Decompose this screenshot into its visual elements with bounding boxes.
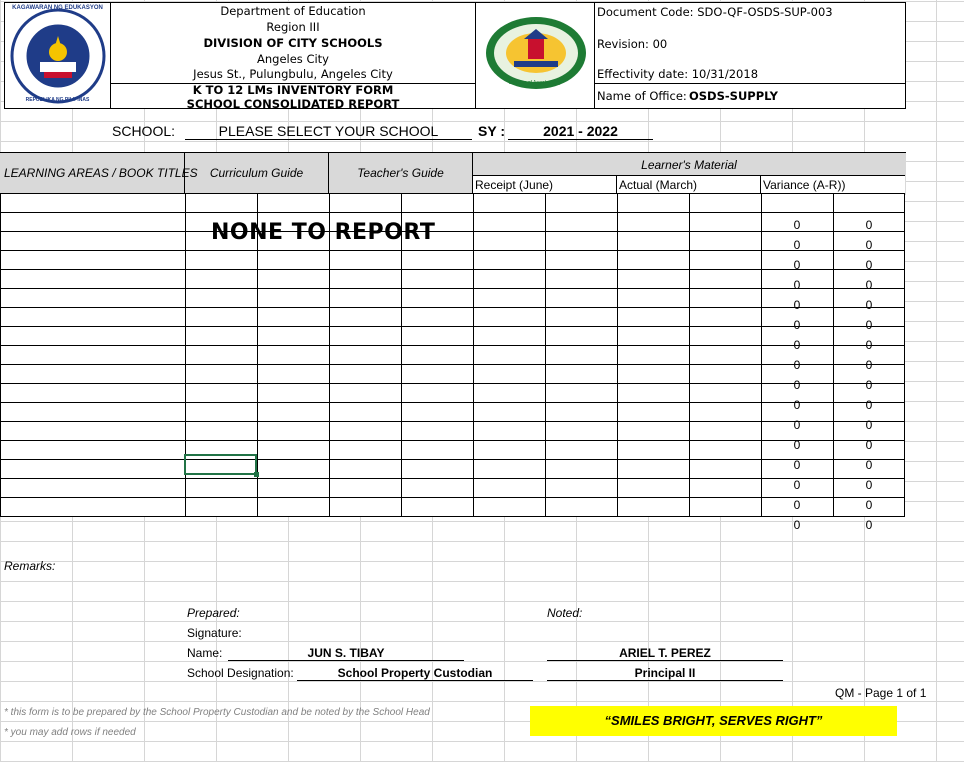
header-curriculum-guide: Curriculum Guide	[209, 166, 304, 180]
variance-value: 0	[793, 218, 801, 232]
table-cell[interactable]	[402, 289, 474, 308]
table-cell[interactable]	[186, 194, 258, 213]
table-cell[interactable]	[690, 384, 762, 403]
variance-value: 0	[793, 318, 801, 332]
variance-value: 0	[793, 458, 801, 472]
table-cell[interactable]	[186, 289, 258, 308]
table-cell[interactable]	[258, 498, 330, 517]
form-subtitle: SCHOOL CONSOLIDATED REPORT	[186, 97, 400, 111]
table-row	[1, 251, 905, 270]
table-cell[interactable]	[402, 460, 474, 479]
inventory-table	[0, 193, 905, 517]
note-2: * you may add rows if needed	[4, 727, 136, 738]
signature-label: Signature:	[187, 626, 242, 640]
table-cell[interactable]	[1, 289, 186, 308]
variance-value: 0	[793, 438, 801, 452]
table-cell[interactable]	[330, 327, 402, 346]
table-cell[interactable]	[474, 251, 546, 270]
table-row	[1, 403, 905, 422]
table-cell[interactable]	[1, 422, 186, 441]
table-cell[interactable]	[186, 422, 258, 441]
header-variance: Variance (A-R))	[763, 178, 846, 192]
division-seal-text: Division of Angeles City	[508, 80, 562, 86]
table-row	[1, 308, 905, 327]
table-cell[interactable]	[258, 194, 330, 213]
variance-value: 0	[793, 518, 801, 532]
variance-value: 0	[865, 378, 873, 392]
org-line-3: DIVISION OF CITY SCHOOLS	[203, 36, 383, 50]
table-cell[interactable]	[186, 346, 258, 365]
table-cell[interactable]	[618, 327, 690, 346]
table-cell[interactable]	[258, 346, 330, 365]
org-line-4: Angeles City	[257, 52, 329, 66]
table-cell[interactable]	[474, 422, 546, 441]
noted-name: ARIEL T. PEREZ	[547, 646, 783, 661]
table-cell[interactable]	[690, 403, 762, 422]
variance-value: 0	[865, 498, 873, 512]
selected-cell[interactable]	[184, 454, 257, 475]
table-cell[interactable]	[1, 327, 186, 346]
table-cell[interactable]	[402, 498, 474, 517]
table-cell[interactable]	[618, 346, 690, 365]
table-cell[interactable]	[1, 498, 186, 517]
table-cell[interactable]	[546, 498, 618, 517]
table-cell[interactable]	[330, 384, 402, 403]
table-cell[interactable]	[618, 289, 690, 308]
org-line-5: Jesus St., Pulungbulu, Angeles City	[193, 67, 393, 81]
table-cell[interactable]	[690, 346, 762, 365]
deped-seal-bottom-text: REPUBLIKA NG PILIPINAS	[25, 97, 90, 103]
table-cell[interactable]	[1, 403, 186, 422]
table-cell[interactable]	[474, 232, 546, 251]
table-cell[interactable]	[690, 194, 762, 213]
table-row	[1, 213, 905, 232]
table-cell[interactable]	[330, 194, 402, 213]
table-cell[interactable]	[690, 479, 762, 498]
table-cell[interactable]	[402, 346, 474, 365]
school-label: SCHOOL:	[112, 123, 176, 139]
table-cell[interactable]	[618, 403, 690, 422]
variance-value: 0	[793, 338, 801, 352]
table-cell[interactable]	[186, 308, 258, 327]
table-cell[interactable]	[546, 479, 618, 498]
table-cell[interactable]	[690, 460, 762, 479]
table-cell[interactable]	[474, 365, 546, 384]
table-cell[interactable]	[690, 498, 762, 517]
deped-seal-icon	[8, 6, 108, 106]
table-cell[interactable]	[330, 460, 402, 479]
table-cell[interactable]	[1, 308, 186, 327]
table-cell[interactable]	[186, 403, 258, 422]
table-cell[interactable]	[618, 441, 690, 460]
table-row	[1, 327, 905, 346]
table-cell[interactable]	[258, 403, 330, 422]
remarks-label: Remarks:	[4, 559, 56, 573]
variance-value: 0	[793, 358, 801, 372]
office-value: OSDS-SUPPLY	[689, 89, 779, 103]
table-cell[interactable]	[690, 213, 762, 232]
designation-label: School Designation:	[187, 666, 294, 680]
noted-designation: Principal II	[547, 666, 783, 681]
table-cell[interactable]	[186, 327, 258, 346]
variance-value: 0	[865, 438, 873, 452]
table-row	[1, 441, 905, 460]
table-cell[interactable]	[1, 251, 186, 270]
table-cell[interactable]	[618, 213, 690, 232]
school-select[interactable]: PLEASE SELECT YOUR SCHOOL	[185, 123, 472, 140]
table-cell[interactable]	[546, 194, 618, 213]
table-cell[interactable]	[1, 384, 186, 403]
table-cell[interactable]	[258, 384, 330, 403]
table-cell[interactable]	[402, 194, 474, 213]
table-cell[interactable]	[474, 289, 546, 308]
table-cell[interactable]	[1, 194, 186, 213]
header-teachers-guide: Teacher's Guide	[357, 166, 444, 180]
table-cell[interactable]	[258, 289, 330, 308]
form-title: K TO 12 LMs INVENTORY FORM	[192, 83, 394, 97]
variance-value: 0	[865, 338, 873, 352]
table-cell[interactable]	[1, 365, 186, 384]
header-learning-areas: LEARNING AREAS / BOOK TITLES	[4, 166, 198, 180]
table-cell[interactable]	[258, 327, 330, 346]
variance-value: 0	[865, 278, 873, 292]
table-cell[interactable]	[330, 289, 402, 308]
table-cell[interactable]	[186, 365, 258, 384]
table-cell[interactable]	[402, 308, 474, 327]
table-cell[interactable]	[186, 498, 258, 517]
variance-value: 0	[793, 258, 801, 272]
table-cell[interactable]	[330, 308, 402, 327]
header-center	[110, 2, 476, 109]
table-row	[1, 365, 905, 384]
variance-value: 0	[865, 238, 873, 252]
header-learners-material: Learner's Material	[641, 158, 737, 172]
effectivity-date: Effectivity date: 10/31/2018	[597, 67, 759, 81]
table-cell[interactable]	[258, 460, 330, 479]
table-cell[interactable]	[330, 479, 402, 498]
variance-value: 0	[865, 478, 873, 492]
table-cell[interactable]	[258, 441, 330, 460]
table-cell[interactable]	[474, 270, 546, 289]
prepared-name: JUN S. TIBAY	[228, 646, 464, 661]
table-cell[interactable]	[618, 251, 690, 270]
variance-value: 0	[793, 498, 801, 512]
motto-text: “SMILES BRIGHT, SERVES RIGHT”	[604, 713, 823, 728]
table-cell[interactable]	[402, 441, 474, 460]
table-cell[interactable]	[258, 365, 330, 384]
variance-value: 0	[865, 298, 873, 312]
note-1: * this form is to be prepared by the School Property Custodian and be noted by the School Head	[4, 707, 430, 718]
sy-value[interactable]: 2021 - 2022	[508, 123, 653, 140]
table-cell[interactable]	[402, 403, 474, 422]
table-cell[interactable]	[618, 498, 690, 517]
table-cell[interactable]	[330, 270, 402, 289]
table-cell[interactable]	[546, 232, 618, 251]
table-cell[interactable]	[546, 289, 618, 308]
table-cell[interactable]	[402, 479, 474, 498]
table-row	[1, 498, 905, 517]
table-cell[interactable]	[618, 232, 690, 251]
table-cell[interactable]	[618, 479, 690, 498]
table-cell[interactable]	[546, 213, 618, 232]
table-cell[interactable]	[546, 308, 618, 327]
logo-cell-right	[475, 2, 595, 109]
name-label: Name:	[187, 646, 223, 660]
table-cell[interactable]	[258, 308, 330, 327]
fill-handle[interactable]	[254, 472, 259, 477]
table-cell[interactable]	[330, 441, 402, 460]
table-cell[interactable]	[330, 346, 402, 365]
variance-value: 0	[865, 358, 873, 372]
table-cell[interactable]	[474, 441, 546, 460]
table-row	[1, 479, 905, 498]
table-cell[interactable]	[690, 251, 762, 270]
table-cell[interactable]	[690, 308, 762, 327]
table-cell[interactable]	[258, 479, 330, 498]
table-cell[interactable]	[330, 403, 402, 422]
table-cell[interactable]	[474, 479, 546, 498]
table-cell[interactable]	[546, 327, 618, 346]
variance-value: 0	[865, 398, 873, 412]
variance-value: 0	[865, 258, 873, 272]
table-cell[interactable]	[402, 384, 474, 403]
table-cell[interactable]	[546, 384, 618, 403]
table-cell[interactable]	[618, 308, 690, 327]
table-cell[interactable]	[618, 270, 690, 289]
office-label: Name of Office:	[597, 89, 687, 103]
table-cell[interactable]	[474, 308, 546, 327]
table-cell[interactable]	[762, 194, 834, 213]
variance-value: 0	[793, 478, 801, 492]
table-cell[interactable]	[1, 460, 186, 479]
table-cell[interactable]	[330, 365, 402, 384]
variance-value: 0	[865, 458, 873, 472]
table-cell[interactable]	[186, 384, 258, 403]
table-row	[1, 422, 905, 441]
header-actual: Actual (March)	[619, 178, 698, 192]
prepared-designation: School Property Custodian	[297, 666, 533, 681]
document-code: Document Code: SDO-QF-OSDS-SUP-003	[597, 5, 833, 19]
sy-label: SY :	[478, 123, 505, 139]
table-cell[interactable]	[258, 251, 330, 270]
table-cell[interactable]	[690, 422, 762, 441]
variance-value: 0	[865, 518, 873, 532]
table-cell[interactable]	[330, 422, 402, 441]
table-cell[interactable]	[330, 498, 402, 517]
table-cell[interactable]	[690, 232, 762, 251]
variance-value: 0	[793, 418, 801, 432]
page-number: QM - Page 1 of 1	[835, 686, 927, 700]
table-cell[interactable]	[546, 270, 618, 289]
table-cell[interactable]	[690, 270, 762, 289]
table-cell[interactable]	[474, 346, 546, 365]
doc-info	[594, 2, 906, 109]
variance-value: 0	[865, 418, 873, 432]
table-cell[interactable]	[834, 194, 905, 213]
table-cell[interactable]	[474, 460, 546, 479]
revision: Revision: 00	[597, 37, 668, 51]
table-cell[interactable]	[546, 365, 618, 384]
table-cell[interactable]	[474, 194, 546, 213]
table-cell[interactable]	[546, 251, 618, 270]
table-cell[interactable]	[402, 327, 474, 346]
table-row	[1, 270, 905, 289]
table-cell[interactable]	[402, 365, 474, 384]
table-cell[interactable]	[1, 232, 186, 251]
noted-label: Noted:	[547, 606, 583, 620]
table-row	[1, 384, 905, 403]
variance-value: 0	[793, 398, 801, 412]
table-cell[interactable]	[402, 270, 474, 289]
table-cell[interactable]	[1, 346, 186, 365]
org-line-2: Region III	[266, 20, 320, 34]
table-cell[interactable]	[474, 403, 546, 422]
table-cell[interactable]	[618, 460, 690, 479]
table-row	[1, 460, 905, 479]
deped-seal-text: KAGAWARAN NG EDUKASYON	[12, 5, 103, 11]
logo-cell-left	[4, 2, 111, 109]
table-cell[interactable]	[402, 422, 474, 441]
table-cell[interactable]	[474, 384, 546, 403]
table-cell[interactable]	[258, 422, 330, 441]
variance-value: 0	[793, 378, 801, 392]
table-cell[interactable]	[618, 194, 690, 213]
variance-value: 0	[793, 298, 801, 312]
table-cell[interactable]	[1, 441, 186, 460]
table-cell[interactable]	[402, 251, 474, 270]
table-cell[interactable]	[474, 327, 546, 346]
table-cell[interactable]	[186, 479, 258, 498]
variance-value: 0	[865, 318, 873, 332]
none-to-report: NONE TO REPORT	[211, 220, 436, 245]
table-cell[interactable]	[474, 213, 546, 232]
table-cell[interactable]	[474, 498, 546, 517]
table-cell[interactable]	[546, 346, 618, 365]
prepared-label: Prepared:	[187, 606, 240, 620]
table-row	[1, 346, 905, 365]
table-cell[interactable]	[1, 479, 186, 498]
table-row	[1, 289, 905, 308]
table-row	[1, 194, 905, 213]
table-cell[interactable]	[618, 365, 690, 384]
org-line-1: Department of Education	[220, 4, 366, 18]
table-cell[interactable]	[546, 441, 618, 460]
table-cell[interactable]	[690, 289, 762, 308]
variance-value: 0	[793, 278, 801, 292]
table-cell[interactable]	[258, 270, 330, 289]
table-cell[interactable]	[330, 251, 402, 270]
header-receipt: Receipt (June)	[475, 178, 554, 192]
table-cell[interactable]	[546, 403, 618, 422]
variance-value: 0	[865, 218, 873, 232]
table-cell[interactable]	[1, 213, 186, 232]
table-cell[interactable]	[546, 422, 618, 441]
table-cell[interactable]	[186, 270, 258, 289]
table-cell[interactable]	[1, 270, 186, 289]
table-cell[interactable]	[618, 384, 690, 403]
table-cell[interactable]	[618, 422, 690, 441]
table-cell[interactable]	[690, 365, 762, 384]
table-cell[interactable]	[690, 441, 762, 460]
variance-value: 0	[793, 238, 801, 252]
table-row	[1, 232, 905, 251]
table-cell[interactable]	[546, 460, 618, 479]
table-cell[interactable]	[186, 251, 258, 270]
table-cell[interactable]	[690, 327, 762, 346]
